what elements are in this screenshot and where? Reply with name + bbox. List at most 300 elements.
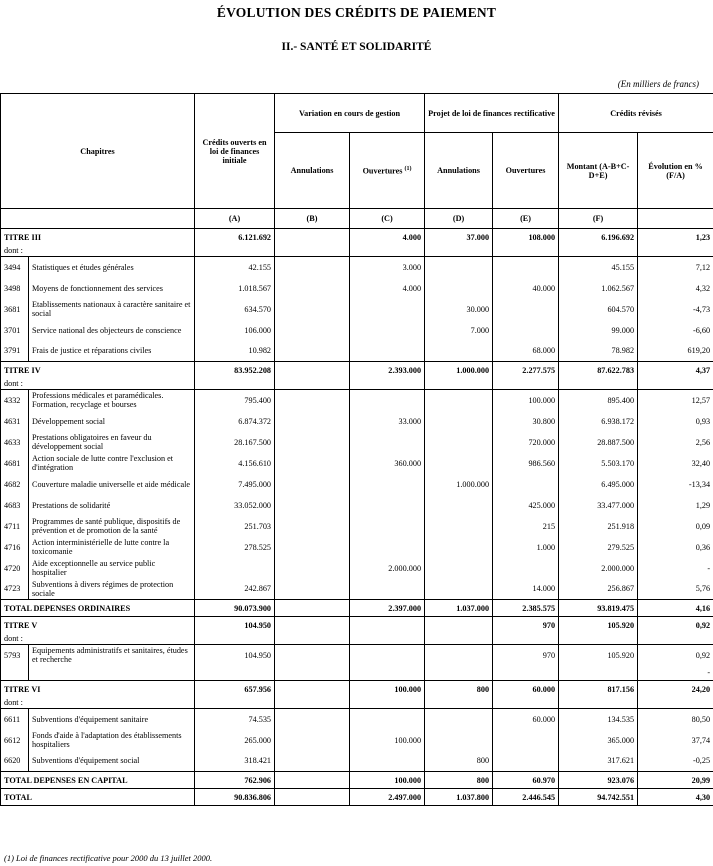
cell-code	[1, 666, 29, 681]
cell-c	[350, 698, 425, 709]
cell-annulations-b	[275, 789, 350, 806]
cell-a	[195, 666, 275, 681]
cell-annulations-b	[275, 299, 350, 320]
chapter-label: Frais de justice et réparations civiles	[29, 341, 195, 362]
dont-label: dont :	[1, 698, 29, 709]
header-variation-group: Variation en cours de gestion	[275, 94, 425, 133]
cell-evolution: 4,30	[638, 789, 713, 806]
header-letter-f: (F)	[559, 209, 638, 229]
table-row	[1, 341, 713, 362]
cell-credits-ouverts: 74.535	[195, 709, 275, 730]
cell-evolution: -4,73	[638, 299, 713, 320]
row-label: TOTAL	[1, 789, 195, 806]
cell-credits-ouverts: 6.121.692	[195, 229, 275, 246]
cell-ouvertures-e: 68.000	[493, 341, 559, 362]
cell-annulations-d: 800	[425, 751, 493, 772]
cell-ouvertures-c	[350, 645, 425, 666]
chapter-label: Moyens de fonctionnement des services	[29, 278, 195, 299]
cell-ouvertures-e: 1.000	[493, 537, 559, 558]
cell-montant: 6.938.172	[559, 411, 638, 432]
cell-lib	[29, 698, 195, 709]
dont-row	[1, 246, 713, 257]
table-row	[1, 453, 713, 474]
cell-montant: 105.920	[559, 617, 638, 634]
cell-annulations-b	[275, 362, 350, 379]
cell-annulations-d: 1.037.000	[425, 600, 493, 617]
chapter-label: Développement social	[29, 411, 195, 432]
cell-annulations-d	[425, 257, 493, 278]
cell-evolution: 80,50	[638, 709, 713, 730]
cell-evolution: -6,60	[638, 320, 713, 341]
cell-evolution: 0,92	[638, 617, 713, 634]
cell-montant: 99.000	[559, 320, 638, 341]
cell-annulations-b	[275, 390, 350, 411]
cell-credits-ouverts: 657.956	[195, 681, 275, 698]
cell-credits-ouverts: 7.495.000	[195, 474, 275, 495]
cell-evolution: 0,36	[638, 537, 713, 558]
chapter-code: 3681	[1, 299, 29, 320]
cell-ouvertures-c: 100.000	[350, 730, 425, 751]
cell-montant: 251.918	[559, 516, 638, 537]
cell-f	[559, 698, 638, 709]
cell-ouvertures-c	[350, 474, 425, 495]
credits-table	[0, 93, 713, 806]
chapter-label: Aide exceptionnelle au service public hospitalier	[29, 558, 195, 579]
cell-annulations-b	[275, 600, 350, 617]
table-body	[1, 229, 713, 806]
cell-annulations-d: 1.000.000	[425, 362, 493, 379]
cell-ouvertures-e: 60.000	[493, 681, 559, 698]
cell-credits-ouverts: 104.950	[195, 645, 275, 666]
cell-evolution: -	[638, 666, 713, 681]
cell-ouvertures-e	[493, 474, 559, 495]
cell-evolution: -0,25	[638, 751, 713, 772]
cell-ouvertures-c	[350, 516, 425, 537]
cell-b	[275, 634, 350, 645]
chapter-code: 4633	[1, 432, 29, 453]
header-evolution: Évolution en % (F/A)	[638, 133, 713, 209]
table-row	[1, 299, 713, 320]
cell-ouvertures-e	[493, 320, 559, 341]
cell-annulations-b	[275, 474, 350, 495]
cell-ouvertures-e: 720.000	[493, 432, 559, 453]
titre-row	[1, 362, 713, 379]
cell-ouvertures-e: 970	[493, 617, 559, 634]
chapter-label: Couverture maladie universelle et aide médicale	[29, 474, 195, 495]
cell-ouvertures-c: 2.397.000	[350, 600, 425, 617]
cell-montant: 93.819.475	[559, 600, 638, 617]
cell-ouvertures-e: 30.800	[493, 411, 559, 432]
titre-row	[1, 229, 713, 246]
cell-e	[493, 634, 559, 645]
cell-c	[350, 666, 425, 681]
cell-credits-ouverts: 83.952.208	[195, 362, 275, 379]
cell-evolution: 1,23	[638, 229, 713, 246]
cell-credits-ouverts: 90.836.806	[195, 789, 275, 806]
cell-annulations-d	[425, 709, 493, 730]
cell-annulations-d: 7.000	[425, 320, 493, 341]
cell-b	[275, 246, 350, 257]
cell-ouvertures-c: 3.000	[350, 257, 425, 278]
cell-annulations-d	[425, 730, 493, 751]
cell-annulations-d: 37.000	[425, 229, 493, 246]
cell-ouvertures-e	[493, 299, 559, 320]
cell-ouvertures-e: 60.000	[493, 709, 559, 730]
total-row	[1, 789, 713, 806]
cell-f	[559, 666, 638, 681]
cell-b	[275, 698, 350, 709]
cell-credits-ouverts: 318.421	[195, 751, 275, 772]
cell-e	[493, 666, 559, 681]
chapter-label: Etablissements nationaux à caractère sanitaire et social	[29, 299, 195, 320]
table-row	[1, 257, 713, 278]
cell-ouvertures-e: 100.000	[493, 390, 559, 411]
cell-annulations-d: 1.000.000	[425, 474, 493, 495]
cell-a	[195, 634, 275, 645]
cell-e	[493, 698, 559, 709]
cell-e	[493, 379, 559, 390]
chapter-code: 6611	[1, 709, 29, 730]
cell-evolution: 1,29	[638, 495, 713, 516]
chapter-code: 3494	[1, 257, 29, 278]
cell-c	[350, 246, 425, 257]
cell-c	[350, 379, 425, 390]
header-letter-b: (B)	[275, 209, 350, 229]
cell-montant: 94.742.551	[559, 789, 638, 806]
chapter-label: Fonds d'aide à l'adaptation des établissements hospitaliers	[29, 730, 195, 751]
cell-ouvertures-e: 60.970	[493, 772, 559, 789]
cell-annulations-b	[275, 432, 350, 453]
cell-ouvertures-c	[350, 299, 425, 320]
cell-montant: 1.062.567	[559, 278, 638, 299]
chapter-code: 4723	[1, 579, 29, 600]
chapter-label: Statistiques et études générales	[29, 257, 195, 278]
table-row	[1, 645, 713, 666]
cell-d	[425, 666, 493, 681]
dont-row	[1, 634, 713, 645]
chapter-code: 4681	[1, 453, 29, 474]
header-ouvertures-c	[350, 133, 425, 209]
chapter-code: 4683	[1, 495, 29, 516]
cell-evolution: 7,12	[638, 257, 713, 278]
cell-annulations-b	[275, 516, 350, 537]
header-montant: Montant (A-B+C-D+E)	[559, 133, 638, 209]
cell-annulations-b	[275, 617, 350, 634]
cell-ouvertures-c: 2.393.000	[350, 362, 425, 379]
cell-credits-ouverts: 762.906	[195, 772, 275, 789]
cell-ouvertures-e	[493, 730, 559, 751]
chapter-label: Subventions d'équipement sanitaire	[29, 709, 195, 730]
cell-credits-ouverts: 242.867	[195, 579, 275, 600]
cell-ouvertures-c	[350, 617, 425, 634]
row-label: TITRE III	[1, 229, 195, 246]
cell-annulations-d	[425, 645, 493, 666]
cell-d	[425, 246, 493, 257]
cell-montant: 6.495.000	[559, 474, 638, 495]
cell-ouvertures-c: 100.000	[350, 681, 425, 698]
total-row	[1, 600, 713, 617]
cell-annulations-b	[275, 645, 350, 666]
header-letter-e: (E)	[493, 209, 559, 229]
cell-credits-ouverts: 251.703	[195, 516, 275, 537]
cell-credits-ouverts: 28.167.500	[195, 432, 275, 453]
cell-ouvertures-c: 360.000	[350, 453, 425, 474]
cell-ouvertures-c: 100.000	[350, 772, 425, 789]
header-annulations-d: Annulations	[425, 133, 493, 209]
header-letter-d: (D)	[425, 209, 493, 229]
row-label: TOTAL DEPENSES ORDINAIRES	[1, 600, 195, 617]
cell-ouvertures-c: 2.497.000	[350, 789, 425, 806]
cell-ouvertures-e: 986.560	[493, 453, 559, 474]
cell-evolution: 619,20	[638, 341, 713, 362]
cell-annulations-d: 800	[425, 772, 493, 789]
chapter-label: Subventions à divers régimes de protection sociale	[29, 579, 195, 600]
chapter-code: 5793	[1, 645, 29, 666]
chapter-label: Service national des objecteurs de conscience	[29, 320, 195, 341]
cell-ouvertures-e	[493, 751, 559, 772]
table-row	[1, 558, 713, 579]
cell-e	[493, 246, 559, 257]
cell-annulations-d	[425, 432, 493, 453]
chapter-label: Action interministérielle de lutte contre la toxicomanie	[29, 537, 195, 558]
cell-ouvertures-c	[350, 495, 425, 516]
cell-montant: 87.622.783	[559, 362, 638, 379]
cell-a	[195, 698, 275, 709]
cell-ouvertures-c: 4.000	[350, 229, 425, 246]
cell-annulations-b	[275, 320, 350, 341]
cell-evolution: -13,34	[638, 474, 713, 495]
cell-montant: 817.156	[559, 681, 638, 698]
cell-annulations-b	[275, 495, 350, 516]
cell-a	[195, 379, 275, 390]
cell-montant: 105.920	[559, 645, 638, 666]
cell-annulations-b	[275, 341, 350, 362]
table-row	[1, 432, 713, 453]
dont-label: dont :	[1, 379, 29, 390]
cell-evolution: 0,92	[638, 645, 713, 666]
cell-g	[638, 634, 713, 645]
cell-ouvertures-c	[350, 320, 425, 341]
cell-annulations-b	[275, 229, 350, 246]
cell-annulations-d: 30.000	[425, 299, 493, 320]
cell-montant: 33.477.000	[559, 495, 638, 516]
cell-ouvertures-c	[350, 341, 425, 362]
cell-annulations-d	[425, 495, 493, 516]
cell-credits-ouverts: 4.156.610	[195, 453, 275, 474]
cell-credits-ouverts	[195, 558, 275, 579]
cell-evolution: 32,40	[638, 453, 713, 474]
row-label: TITRE IV	[1, 362, 195, 379]
cell-credits-ouverts: 104.950	[195, 617, 275, 634]
cell-credits-ouverts: 42.155	[195, 257, 275, 278]
cell-montant: 923.076	[559, 772, 638, 789]
header-annulations-b: Annulations	[275, 133, 350, 209]
header-chapitres: Chapitres	[1, 94, 195, 209]
cell-credits-ouverts: 106.000	[195, 320, 275, 341]
cell-credits-ouverts: 33.052.000	[195, 495, 275, 516]
units-note: (En milliers de francs)	[617, 79, 699, 89]
cell-annulations-b	[275, 579, 350, 600]
cell-f	[559, 246, 638, 257]
cell-lib	[29, 379, 195, 390]
cell-credits-ouverts: 1.018.567	[195, 278, 275, 299]
chapter-code: 4682	[1, 474, 29, 495]
cell-annulations-b	[275, 537, 350, 558]
cell-ouvertures-c: 4.000	[350, 278, 425, 299]
cell-annulations-d	[425, 453, 493, 474]
chapter-label: Prestations obligatoires en faveur du développement social	[29, 432, 195, 453]
cell-credits-ouverts: 10.982	[195, 341, 275, 362]
chapter-label: Programmes de santé publique, dispositifs de prévention et de promotion de la santé	[29, 516, 195, 537]
chapter-label: Action sociale de lutte contre l'exclusion et d'intégration	[29, 453, 195, 474]
cell-credits-ouverts: 90.073.900	[195, 600, 275, 617]
cell-ouvertures-e: 425.000	[493, 495, 559, 516]
cell-annulations-d	[425, 558, 493, 579]
cell-montant: 895.400	[559, 390, 638, 411]
cell-montant: 6.196.692	[559, 229, 638, 246]
dont-row	[1, 698, 713, 709]
cell-ouvertures-e: 215	[493, 516, 559, 537]
cell-d	[425, 379, 493, 390]
table-row	[1, 537, 713, 558]
cell-evolution: 0,93	[638, 411, 713, 432]
cell-credits-ouverts: 6.874.372	[195, 411, 275, 432]
row-label: TITRE VI	[1, 681, 195, 698]
cell-ouvertures-c	[350, 432, 425, 453]
cell-f	[559, 634, 638, 645]
cell-lib	[29, 246, 195, 257]
table-row	[1, 495, 713, 516]
chapter-label: Subventions d'équipement social	[29, 751, 195, 772]
cell-montant: 5.503.170	[559, 453, 638, 474]
chapter-code: 4631	[1, 411, 29, 432]
cell-annulations-b	[275, 730, 350, 751]
cell-ouvertures-c	[350, 579, 425, 600]
cell-annulations-b	[275, 772, 350, 789]
chapter-code: 6612	[1, 730, 29, 751]
dont-label: dont :	[1, 634, 29, 645]
cell-annulations-d	[425, 341, 493, 362]
chapter-code: 3498	[1, 278, 29, 299]
cell-annulations-b	[275, 558, 350, 579]
chapter-label: Prestations de solidarité	[29, 495, 195, 516]
cell-evolution: 5,76	[638, 579, 713, 600]
cell-evolution: 20,99	[638, 772, 713, 789]
cell-ouvertures-e: 14.000	[493, 579, 559, 600]
cell-annulations-b	[275, 278, 350, 299]
dont-label: dont :	[1, 246, 29, 257]
table-row	[1, 730, 713, 751]
cell-ouvertures-e: 108.000	[493, 229, 559, 246]
total-row	[1, 772, 713, 789]
cell-evolution: 2,56	[638, 432, 713, 453]
header-letters-blank	[1, 209, 195, 229]
table-row	[1, 320, 713, 341]
cell-annulations-b	[275, 751, 350, 772]
cell-ouvertures-c	[350, 390, 425, 411]
titre-row	[1, 681, 713, 698]
cell-montant: 365.000	[559, 730, 638, 751]
row-label: TOTAL DEPENSES EN CAPITAL	[1, 772, 195, 789]
cell-lib	[29, 666, 195, 681]
dont-row	[1, 379, 713, 390]
cell-montant: 28.887.500	[559, 432, 638, 453]
cell-evolution: 37,74	[638, 730, 713, 751]
cell-annulations-b	[275, 257, 350, 278]
cell-annulations-b	[275, 709, 350, 730]
cell-ouvertures-e	[493, 257, 559, 278]
cell-montant: 317.621	[559, 751, 638, 772]
cell-montant: 45.155	[559, 257, 638, 278]
header-letter-g-blank	[638, 209, 713, 229]
cell-lib	[29, 634, 195, 645]
header-projet-group: Projet de loi de finances rectificative	[425, 94, 559, 133]
cell-montant: 78.982	[559, 341, 638, 362]
chapter-code: 6620	[1, 751, 29, 772]
cell-credits-ouverts: 795.400	[195, 390, 275, 411]
cell-annulations-d	[425, 411, 493, 432]
cell-annulations-d	[425, 516, 493, 537]
header-credits-ouverts: Crédits ouverts en loi de finances initiale	[195, 94, 275, 209]
cell-g	[638, 698, 713, 709]
cell-credits-ouverts: 278.525	[195, 537, 275, 558]
titre-row	[1, 617, 713, 634]
chapter-code: 4716	[1, 537, 29, 558]
chapter-code: 4332	[1, 390, 29, 411]
table-row	[1, 411, 713, 432]
chapter-code: 3701	[1, 320, 29, 341]
header-letter-c: (C)	[350, 209, 425, 229]
cell-ouvertures-e	[493, 558, 559, 579]
cell-ouvertures-e: 2.446.545	[493, 789, 559, 806]
header-revises-group: Crédits révisés	[559, 94, 713, 133]
chapter-label: Professions médicales et paramédicales. Formation, recyclage et bourses	[29, 390, 195, 411]
cell-evolution: 4,16	[638, 600, 713, 617]
table-row	[1, 278, 713, 299]
header-ouvertures-c-label: Ouvertures	[362, 166, 403, 176]
cell-annulations-b	[275, 681, 350, 698]
cell-ouvertures-c: 33.000	[350, 411, 425, 432]
chapter-code: 4711	[1, 516, 29, 537]
cell-annulations-d	[425, 579, 493, 600]
table-row	[1, 709, 713, 730]
cell-ouvertures-e: 40.000	[493, 278, 559, 299]
cell-ouvertures-c	[350, 751, 425, 772]
cell-annulations-d	[425, 617, 493, 634]
gap-row	[1, 666, 713, 681]
table-row	[1, 579, 713, 600]
cell-evolution: 12,57	[638, 390, 713, 411]
cell-credits-ouverts: 265.000	[195, 730, 275, 751]
cell-montant: 604.570	[559, 299, 638, 320]
table-row	[1, 390, 713, 411]
chapter-code: 3791	[1, 341, 29, 362]
cell-evolution: 24,20	[638, 681, 713, 698]
cell-b	[275, 666, 350, 681]
table-row	[1, 474, 713, 495]
cell-evolution: -	[638, 558, 713, 579]
cell-ouvertures-e: 970	[493, 645, 559, 666]
cell-annulations-d	[425, 390, 493, 411]
cell-evolution: 4,37	[638, 362, 713, 379]
cell-ouvertures-c	[350, 537, 425, 558]
cell-annulations-d	[425, 278, 493, 299]
table-row	[1, 516, 713, 537]
header-ouvertures-c-footnote-ref: (1)	[404, 166, 412, 173]
cell-ouvertures-c: 2.000.000	[350, 558, 425, 579]
cell-g	[638, 246, 713, 257]
cell-ouvertures-e: 2.277.575	[493, 362, 559, 379]
